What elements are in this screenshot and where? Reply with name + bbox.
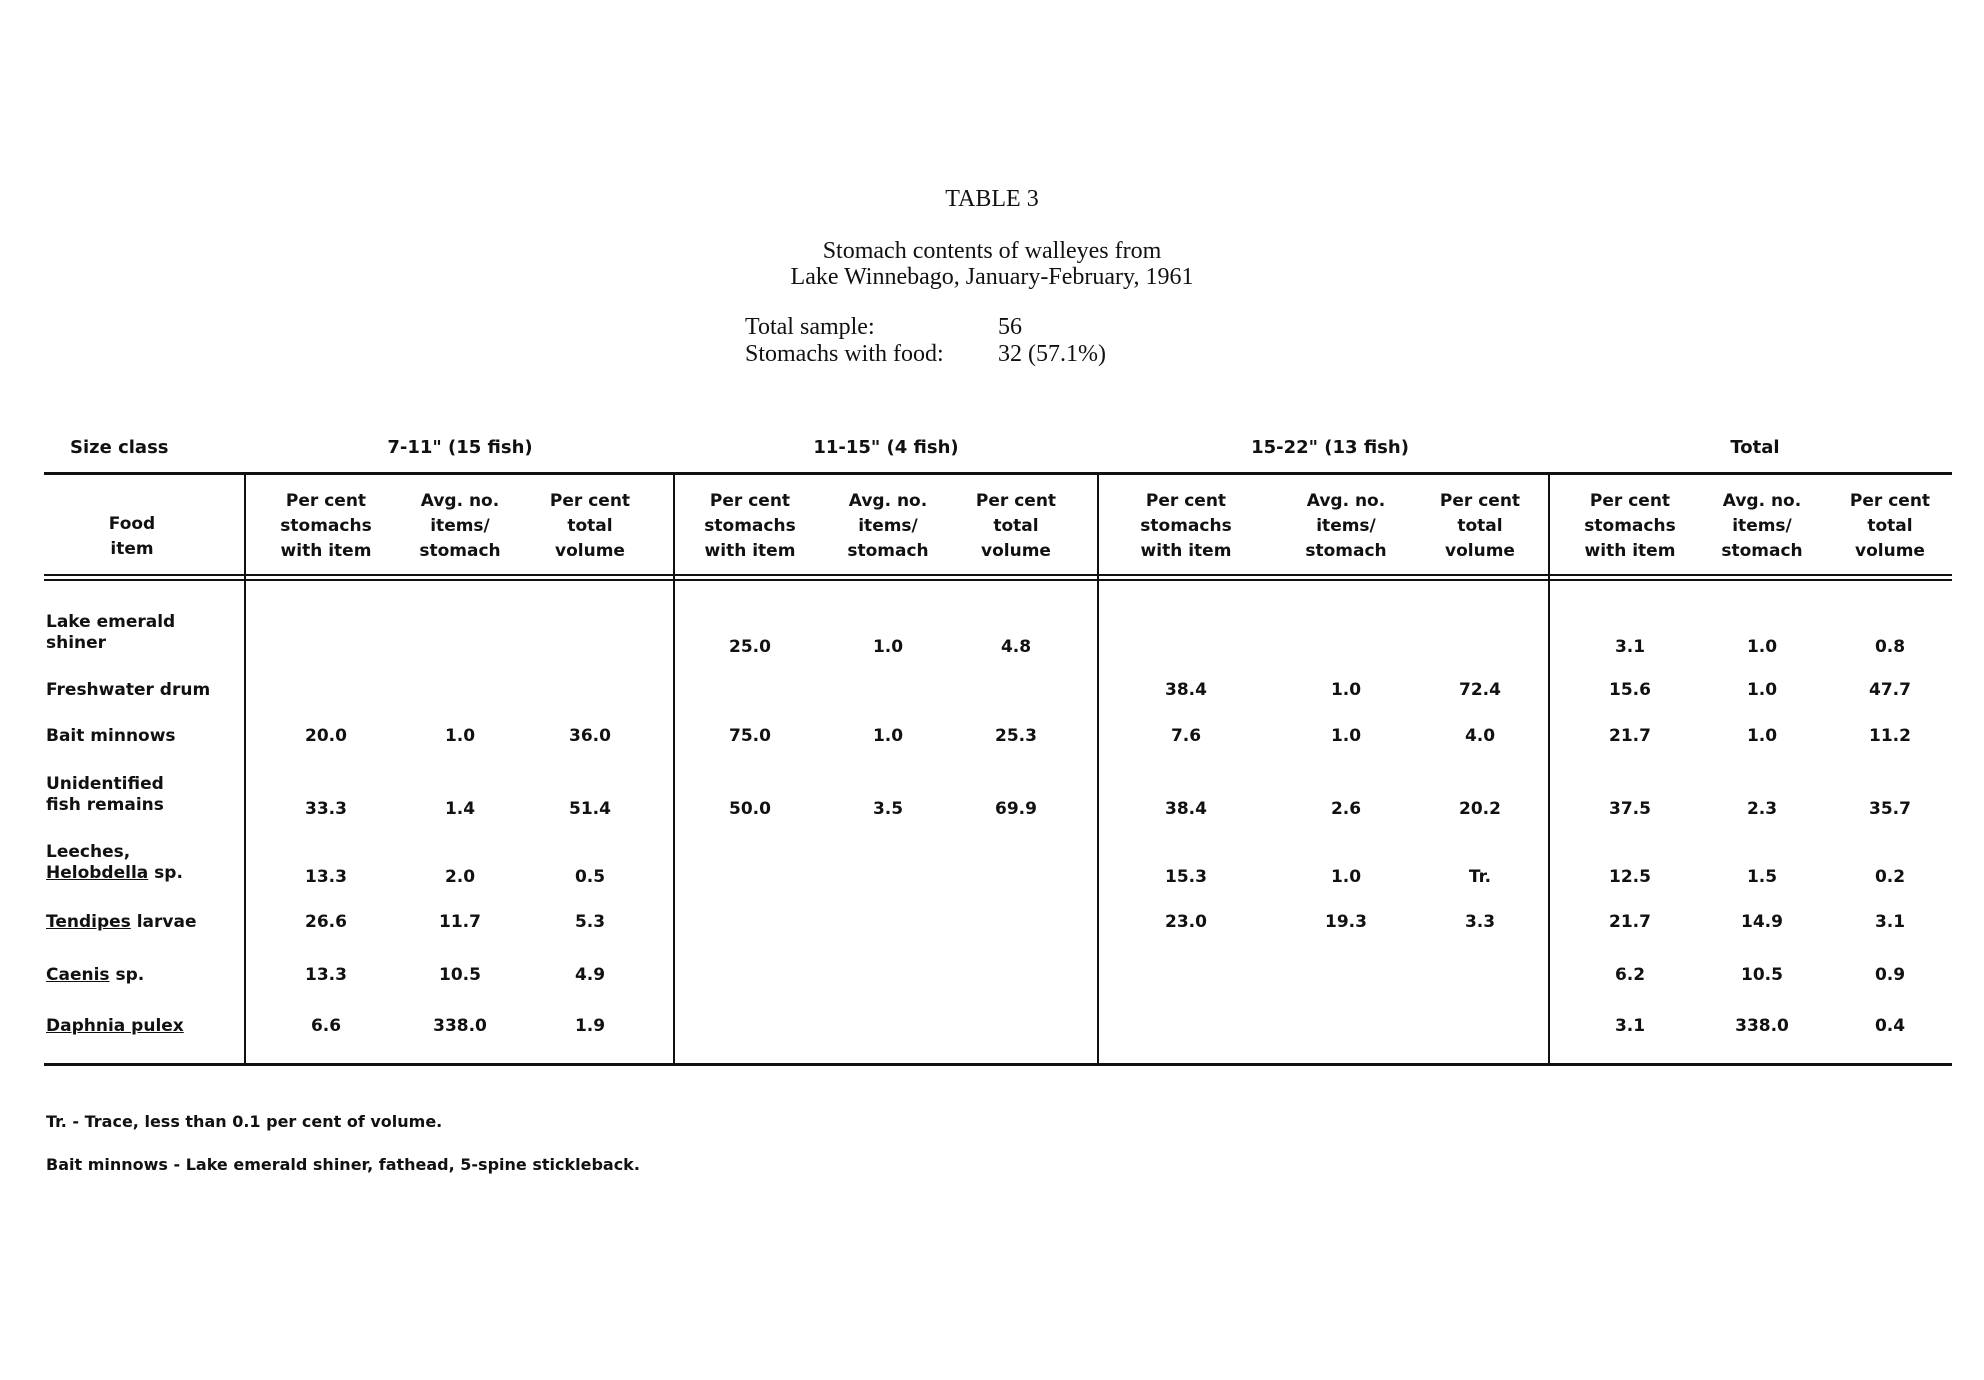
table-cell: 0.5 [574,867,606,887]
header-double-rule-bottom [44,579,1952,581]
table-cell: 25.3 [995,726,1037,746]
table-cell: 338.0 [433,1016,487,1036]
food-item-label: Daphnia pulex [46,1016,184,1036]
food-item-label: Caenis sp. [46,965,145,985]
table-cell: 21.7 [1609,912,1651,932]
table-cell: 3.1 [1874,912,1906,932]
table-cell: 1.0 [1746,726,1778,746]
food-item-header: Food item [108,514,156,559]
table-cell: 69.9 [995,799,1037,819]
sample-summary [745,314,1106,368]
table-cell: 33.3 [305,799,347,819]
table-cell: 338.0 [1735,1016,1789,1036]
table-cell: 75.0 [729,726,771,746]
table-cell: 38.4 [1165,680,1207,700]
group-header-total: Total [1730,437,1780,458]
summary-value: 56 [998,314,1022,340]
table-cell: 0.2 [1874,867,1906,887]
summary-label: Total sample: [745,314,875,340]
table-cell: 6.6 [310,1016,342,1036]
table-cell: 1.0 [872,726,904,746]
table-cell: 20.0 [305,726,347,746]
table-cell: 0.8 [1874,637,1906,657]
table-cell: 50.0 [729,799,771,819]
summary-row-total [745,314,1106,341]
column-header: Avg. no. items/ stomach [1721,491,1803,561]
food-item-label: Leeches, Helobdella sp. [46,842,183,883]
food-item-label: Bait minnows [46,726,176,746]
table-cell: 3.3 [1464,912,1496,932]
table-cell: 3.1 [1614,637,1646,657]
column-divider [673,474,675,1064]
table-cell: 1.9 [574,1016,606,1036]
table-subtitle-line-1: Stomach contents of walleyes from [822,238,1162,264]
header-double-rule-top [44,574,1952,576]
table-cell: 14.9 [1741,912,1783,932]
table-bottom-rule [44,1063,1952,1066]
table-cell: 11.2 [1869,726,1911,746]
food-item-label: Lake emerald shiner [46,612,176,653]
table-cell: 13.3 [305,867,347,887]
table-top-rule [44,472,1952,475]
table-cell: 10.5 [1741,965,1783,985]
table-cell: 2.0 [444,867,476,887]
table-cell: 7.6 [1170,726,1202,746]
table-cell: 1.0 [1330,680,1362,700]
column-header: Per cent stomachs with item [1584,491,1676,561]
table-cell: 1.0 [444,726,476,746]
group-header-7-11: 7-11" (15 fish) [387,437,533,458]
table-cell: 0.9 [1874,965,1906,985]
table-cell: 1.0 [1746,680,1778,700]
table-cell: 25.0 [729,637,771,657]
table-cell: 12.5 [1609,867,1651,887]
column-header: Per cent total volume [549,491,631,561]
table-cell: 35.7 [1869,799,1911,819]
table-cell: 10.5 [439,965,481,985]
footnote-trace: Tr. - Trace, less than 0.1 per cent of volume. [46,1112,443,1131]
table-cell: 20.2 [1459,799,1501,819]
table-cell: 26.6 [305,912,347,932]
column-header: Per cent total volume [1849,491,1931,561]
column-header: Avg. no. items/ stomach [1305,491,1387,561]
column-header: Per cent stomachs with item [704,491,796,561]
table-cell: 2.3 [1746,799,1778,819]
table-cell: Tr. [1468,867,1492,887]
table-cell: 51.4 [569,799,611,819]
table-cell: 37.5 [1609,799,1651,819]
table-cell: 1.0 [872,637,904,657]
table-cell: 4.8 [1000,637,1032,657]
table-cell: 1.0 [1746,637,1778,657]
column-header: Per cent stomachs with item [1140,491,1232,561]
table-cell: 1.5 [1746,867,1778,887]
summary-row-with-food [745,341,1106,368]
table-cell: 15.6 [1609,680,1651,700]
size-class-label: Size class [70,437,169,458]
summary-label: Stomachs with food: [745,341,944,367]
table-cell: 15.3 [1165,867,1207,887]
table-cell: 11.7 [439,912,481,932]
table-cell: 5.3 [574,912,606,932]
table-cell: 3.1 [1614,1016,1646,1036]
table-cell: 38.4 [1165,799,1207,819]
table-cell: 1.0 [1330,726,1362,746]
group-header-11-15: 11-15" (4 fish) [813,437,959,458]
table-subtitle-line-2: Lake Winnebago, January-February, 1961 [790,264,1194,290]
column-divider [244,474,246,1064]
table-cell: 3.5 [872,799,904,819]
table-cell: 6.2 [1614,965,1646,985]
table-cell: 13.3 [305,965,347,985]
footnote-bait-minnows: Bait minnows - Lake emerald shiner, fathead, 5-spine stickleback. [46,1155,640,1174]
table-cell: 72.4 [1459,680,1501,700]
column-divider [1097,474,1099,1064]
table-cell: 1.0 [1330,867,1362,887]
table-cell: 21.7 [1609,726,1651,746]
table-cell: 47.7 [1869,680,1911,700]
column-header: Avg. no. items/ stomach [419,491,501,561]
food-item-label: Freshwater drum [46,680,211,700]
table-cell: 19.3 [1325,912,1367,932]
summary-value: 32 (57.1%) [998,341,1106,367]
table-title: TABLE 3 [945,186,1039,212]
column-header: Per cent total volume [975,491,1057,561]
table-cell: 4.9 [574,965,606,985]
table-cell: 36.0 [569,726,611,746]
table-cell: 23.0 [1165,912,1207,932]
column-header: Per cent total volume [1439,491,1521,561]
food-item-label: Unidentified fish remains [46,774,164,815]
table-cell: 2.6 [1330,799,1362,819]
table-cell: 1.4 [444,799,476,819]
food-item-label: Tendipes larvae [46,912,197,932]
column-header: Per cent stomachs with item [280,491,372,561]
table-cell: 0.4 [1874,1016,1906,1036]
column-header: Avg. no. items/ stomach [847,491,929,561]
table-cell: 4.0 [1464,726,1496,746]
group-header-15-22: 15-22" (13 fish) [1251,437,1409,458]
